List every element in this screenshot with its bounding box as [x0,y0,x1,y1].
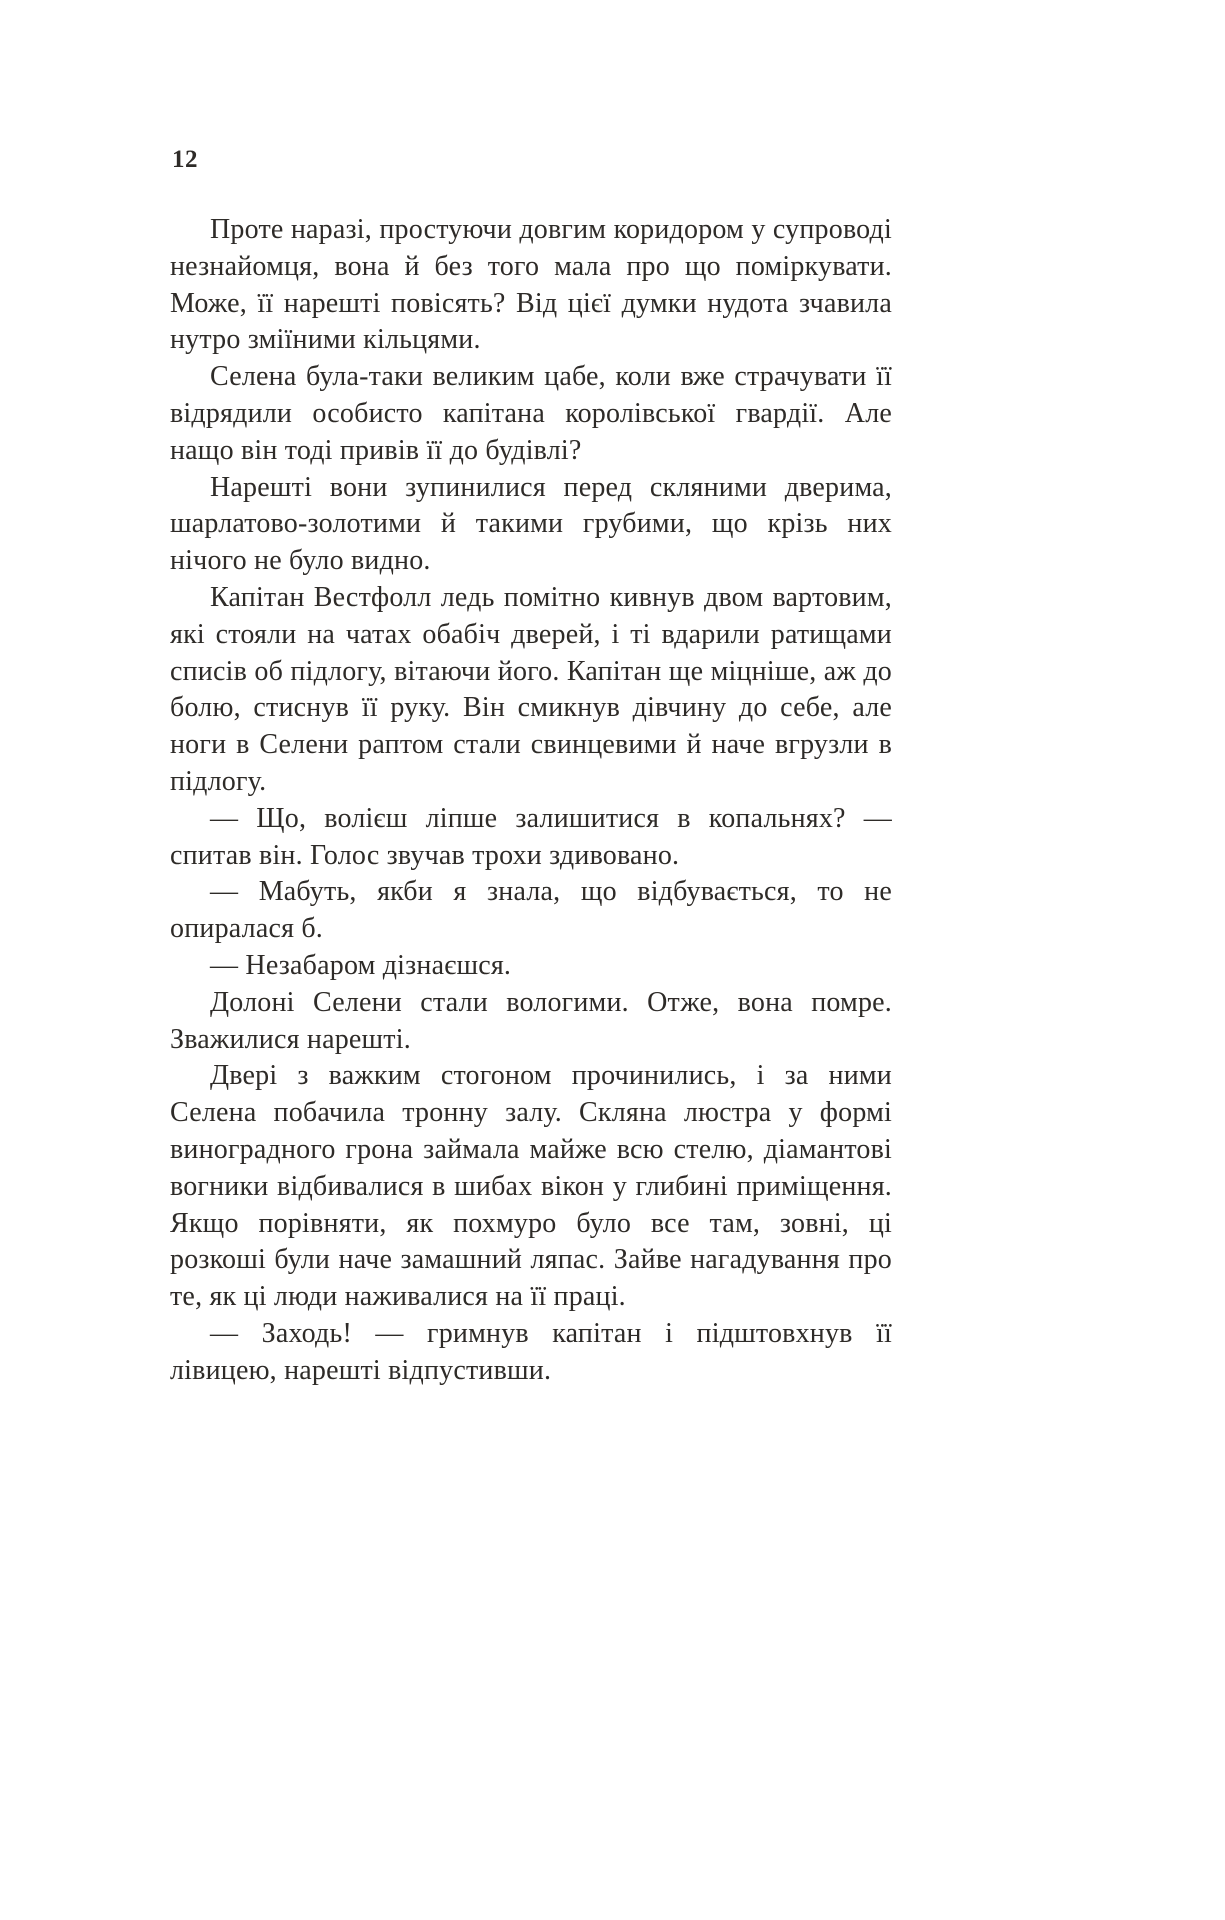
paragraph: Селена була-таки великим цабе, коли вже страчувати її відрядили особисто капітана королівської гвардії. Але нащо він тоді привів її до будівлі? [170,361,892,466]
paragraph: Нарешті вони зупинилися перед скляними дверима, шарлатово-золотими й такими грубими, що крізь них нічого не було видно. [170,471,892,577]
body-text [170,212,892,1390]
paragraph-dialogue: — Заходь! — гримнув капітан і підштовхнув її лівицею, нарешті відпустивши. [170,1317,892,1386]
paragraph-dialogue: — Що, волієш ліпше залишитися в копальнях? — спитав він. Голос звучав трохи здивовано. [170,802,892,871]
paragraph: Долоні Селени стали вологими. Отже, вона помре. Зважилися нарешті. [170,986,892,1055]
paragraph: Проте наразі, простуючи довгим коридором у супроводі незнайомця, вона й без того мала про що поміркувати. Може, її нарешті повісять? Від цієї думки нудота зчавила нутро зміїними кільцями. [170,214,892,356]
paragraph-dialogue: — Мабуть, якби я знала, що відбувається, то не опиралася б. [170,876,892,945]
paragraph: Двері з важким стогоном прочинились, і за ними Селена побачила тронну залу. Скляна люстра у формі виноградного грона займала майже всю стелю, діамантові вогники відбивалися в шибах вікон у глибині приміщення. Якщо порівняти, як похмуро було все там, зовні, ці розкоші були наче замашний ляпас. Зайве нагадування про те, як ці люди наживалися на її праці. [170,1060,892,1313]
paragraph-dialogue: — Незабаром дізнаєшся. [210,949,512,981]
page-number: 12 [172,146,198,173]
paragraph: Капітан Вестфолл ледь помітно кивнув двом вартовим, які стояли на чатах обабіч дверей, і ті вдарили ратищами списів об підлогу, вітаючи його. Капітан ще міцніше, аж до болю, стиснув її руку. Він смикнув дівчину до себе, але ноги в Селени раптом стали свинцевими й наче вгрузли в підлогу. [170,581,892,797]
